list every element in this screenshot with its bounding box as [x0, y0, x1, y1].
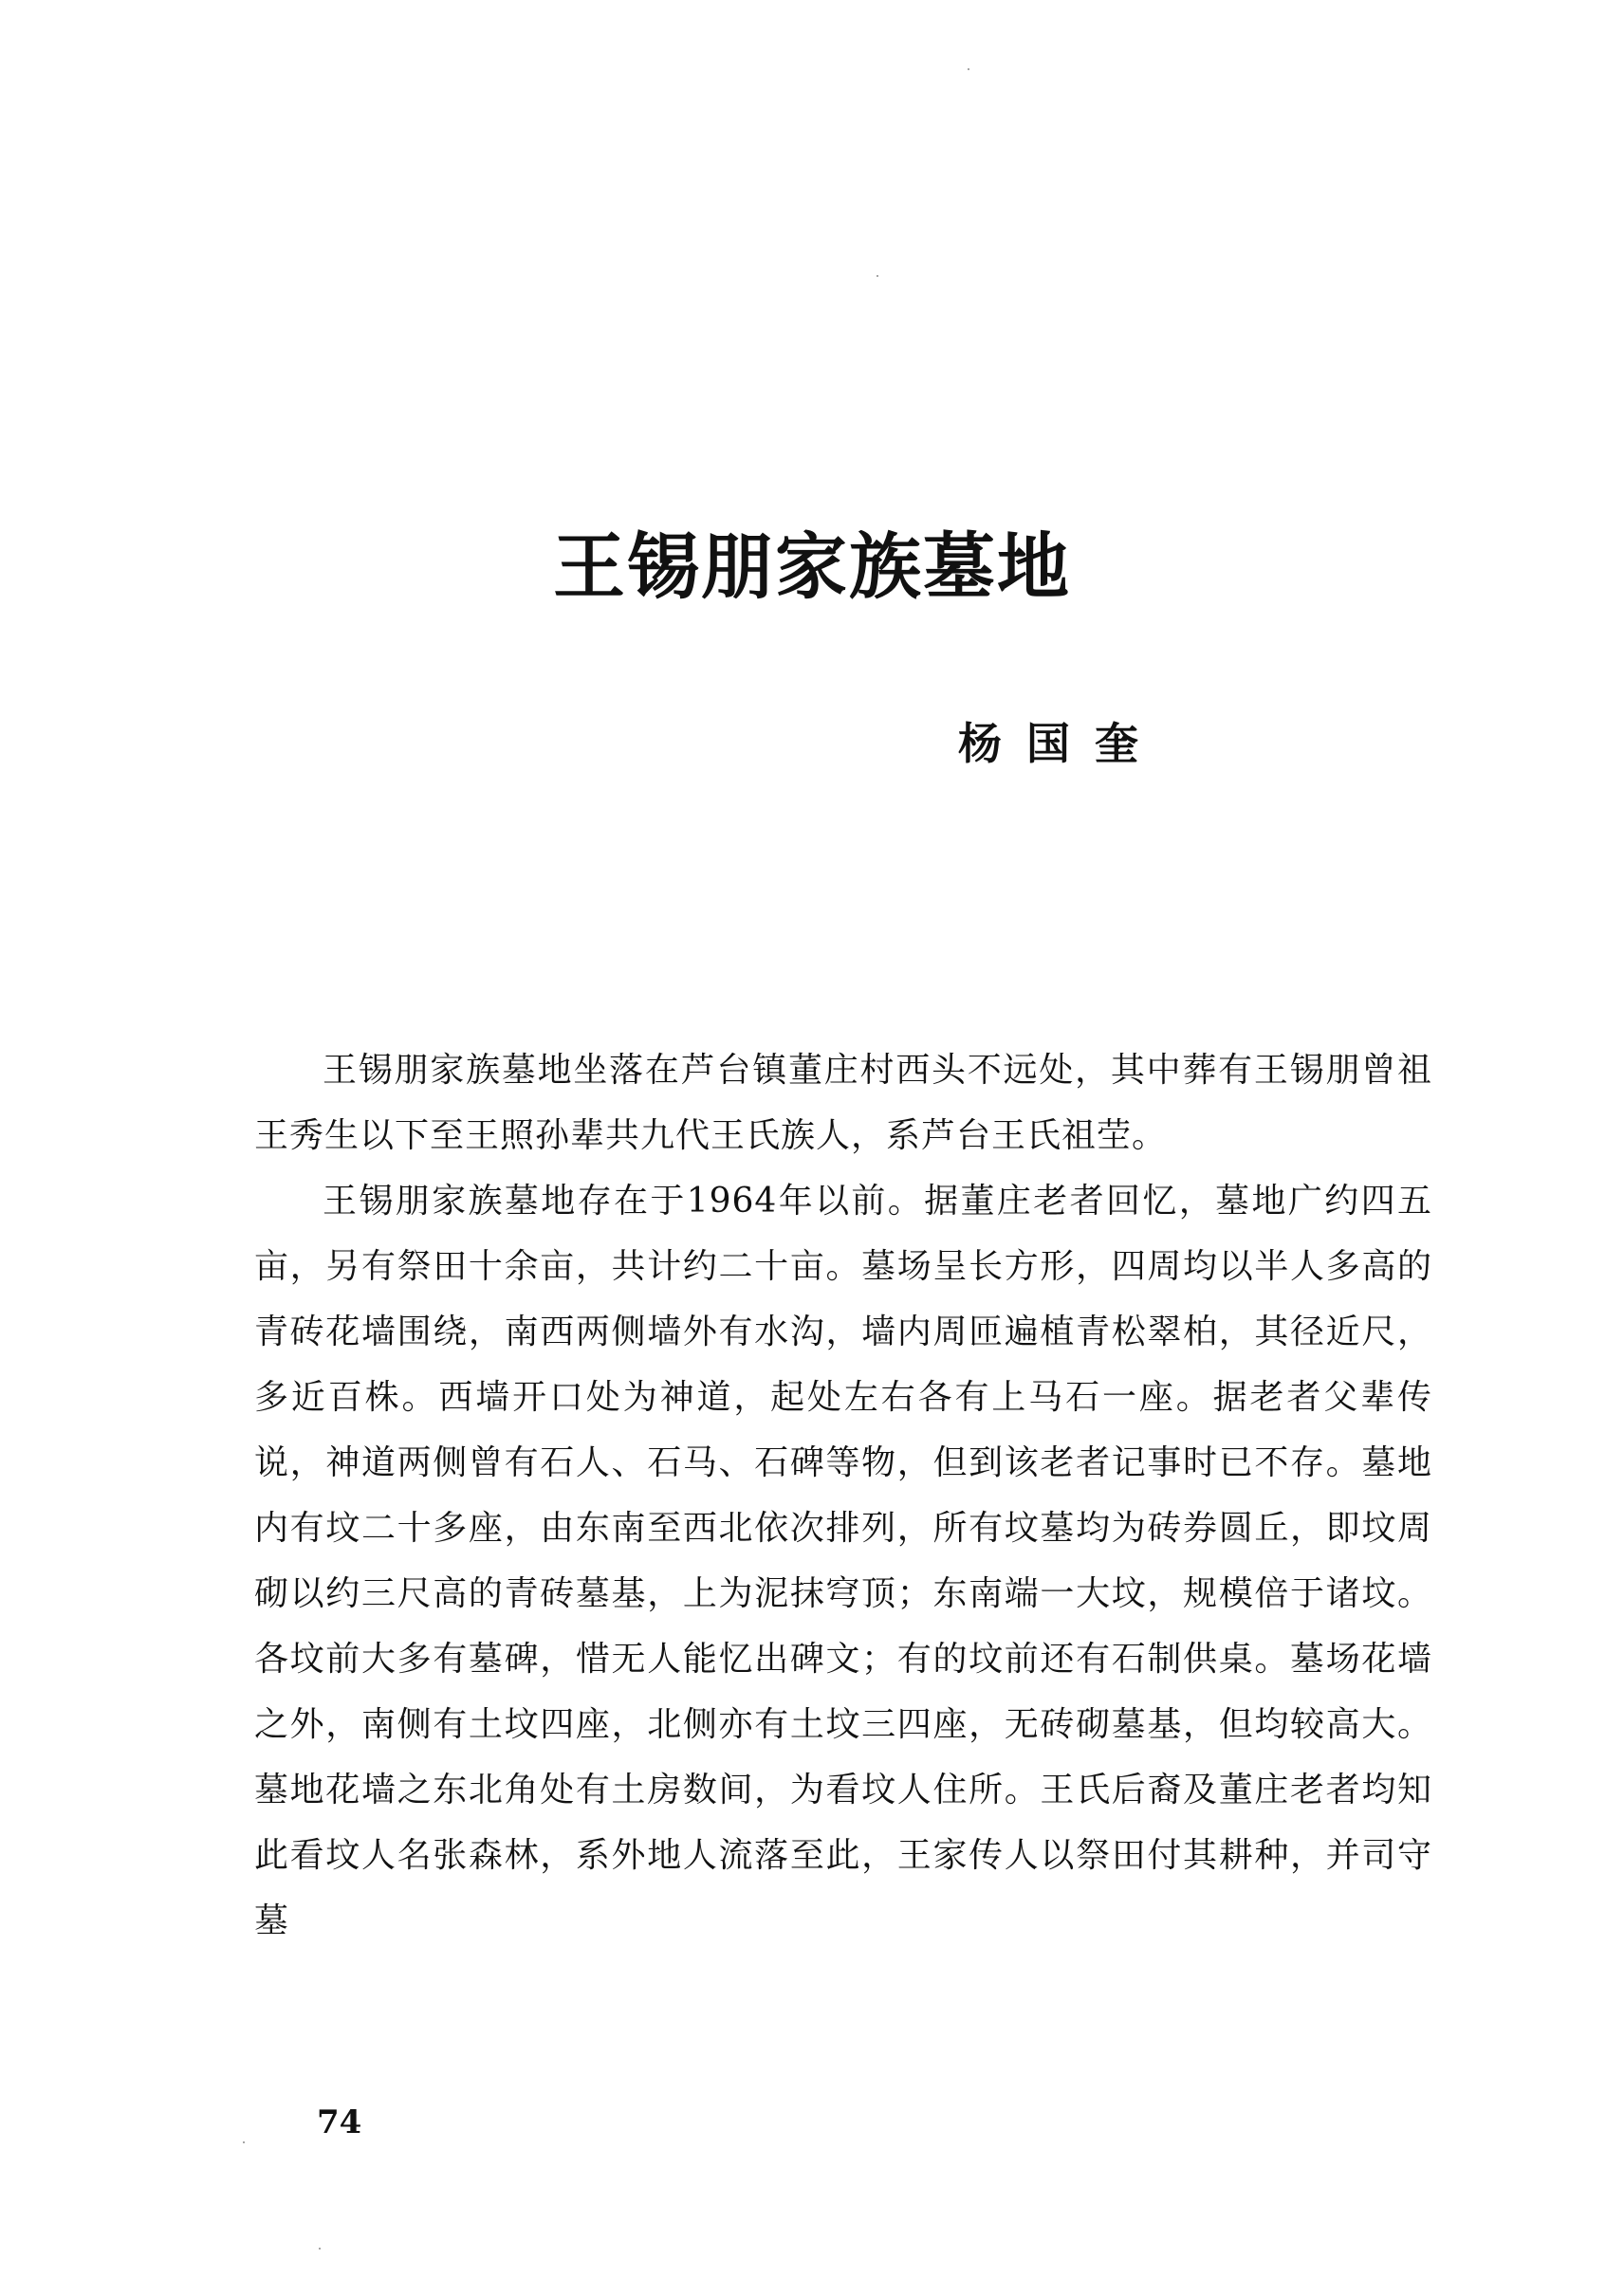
scan-speck — [877, 275, 878, 277]
article-author: 杨国奎 — [958, 718, 1163, 769]
article-title: 王锡朋家族墓地 — [553, 524, 1071, 609]
body-paragraph: 王锡朋家族墓地存在于1964年以前。据董庄老者回忆，墓地广约四五亩，另有祭田十余亩，共计约二十亩。墓场呈长方形，四周均以半人多高的青砖花墙围绕，南西两侧墙外有水沟，墙内周匝遍植青松翠柏，其径近尺，多近百株。西墙开口处为神道，起处左右各有上马石一座。据老者父辈传说，神道两侧曾有石人、石马、石碑等物，但到该老者记事时已不存。墓地内有坟二十多座，由东南至西北依次排列，所有坟墓均为砖券圆丘，即坟周砌以约三尺高的青砖墓基，上为泥抹穹顶；东南端一大坟，规模倍于诸坟。各坟前大多有墓碑，惜无人能忆出碑文；有的坟前还有石制供桌。墓场花墙之外，南侧有土坟四座，北侧亦有土坟三四座，无砖砌墓基，但均较高大。墓地花墙之东北角处有土房数间，为看坟人住所。王氏后裔及董庄老者均知此看坟人名张森林，系外地人流落至此，王家传人以祭田付其耕种，并司守墓 — [254, 1182, 1432, 1940]
scan-speck — [319, 2248, 321, 2250]
scan-speck — [243, 2141, 245, 2143]
page-number: 74 — [317, 2103, 362, 2141]
scan-speck — [968, 68, 969, 70]
body-paragraph: 王锡朋家族墓地坐落在芦台镇董庄村西头不远处，其中葬有王锡朋曾祖王秀生以下至王照孙辈共九代王氏族人，系芦台王氏祖茔。 — [254, 1051, 1432, 1155]
article-body — [254, 1038, 1432, 1954]
